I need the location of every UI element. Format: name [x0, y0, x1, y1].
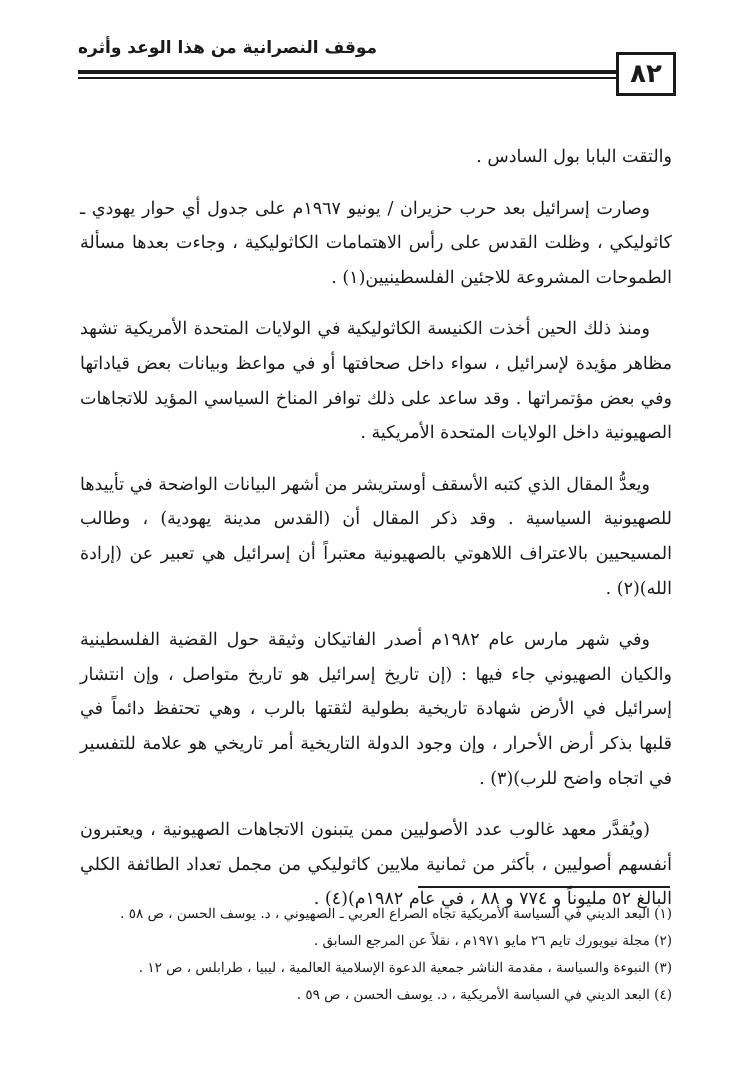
paragraph: ويعدُّ المقال الذي كتبه الأسقف أوستريشر من أشهر البيانات الواضحة في تأييدها للصهيونية السياسية . وقد ذكر المقال أن (القدس مدينة يهودية) ، وطالب المسيحيين بالاعتراف اللاهوتي بالصهيونية معتبراً أن إسرائيل هي تعبير عن (إرادة الله)(٢) . [80, 474, 672, 599]
running-title: موقف النصرانية من هذا الوعد وأثره [78, 38, 378, 58]
footnote: (٢) مجلة نيويورك تايم ٢٦ مايو ١٩٧١م ، نقلاً عن المرجع السابق . [313, 933, 672, 949]
header-rule [78, 70, 618, 74]
header-rule-thin [78, 77, 618, 79]
page-number: ٨٢ [616, 52, 676, 96]
paragraph: والتقت البابا بول السادس . [476, 147, 672, 167]
main-text [80, 140, 672, 934]
footnote: (١) البعد الديني في السياسة الأمريكية تجاه الصراع العربي ـ الصهيوني ، د. يوسف الحسن ، ص ٥٨ . [120, 906, 672, 922]
paragraph: ومنذ ذلك الحين أخذت الكنيسة الكاثوليكية في الولايات المتحدة الأمريكية تشهد مظاهر مؤيدة لإسرائيل ، سواء داخل صحافتها أو في مواعظ وبيانات بعض قياداتها وفي بعض مؤتمراتها . وقد ساعد على ذلك توافر المناخ السياسي المؤيد للاتجاهات الصهيونية داخل الولايات المتحدة الأمريكية . [80, 319, 672, 444]
paragraph: وفي شهر مارس عام ١٩٨٢م أصدر الفاتيكان وثيقة حول القضية الفلسطينية والكيان الصهيوني جاء فيها : (إن تاريخ إسرائيل هو تاريخ متواصل ، وإن انتشار إسرائيل في الأرض شهادة تاريخية بطولية لثقتها بالرب ، وهي تحتفظ دائماً في قلبها بذكر أرض الأحرار ، وإن وجود الدولة التاريخية أمر تاريخي هو علامة للتفسير في اتجاه واضح للرب)(٣) . [80, 630, 672, 789]
footnote-separator [418, 886, 670, 888]
footnotes [80, 901, 672, 1009]
footnote: (٣) النبوءة والسياسة ، مقدمة الناشر جمعية الدعوة الإسلامية العالمية ، ليبيا ، طرابلس ، ص ١٢ . [138, 960, 672, 976]
paragraph: وصارت إسرائيل بعد حرب حزيران / يونيو ١٩٦٧م على جدول أي حوار يهودي ـ كاثوليكي ، وظلت القدس على رأس الاهتمامات الكاثوليكية ، وجاءت بعدها مسألة الطموحات المشروعة للاجئين الفلسطينيين(١) . [80, 198, 672, 288]
footnote: (٤) البعد الديني في السياسة الأمريكية ، د. يوسف الحسن ، ص ٥٩ . [296, 987, 672, 1003]
paragraph: (ويُقدَّر معهد غالوب عدد الأصوليين ممن يتبنون الاتجاهات الصهيونية ، ويعتبرون أنفسهم أصوليين ، بأكثر من ثمانية ملايين كاثوليكي من مجمل تعداد الطائفة الكلي البالغ ٥٢ مليوناً و ٧٧٤ و ٨٨ ، في عام ١٩٨٢م)(٤) . [80, 820, 672, 910]
